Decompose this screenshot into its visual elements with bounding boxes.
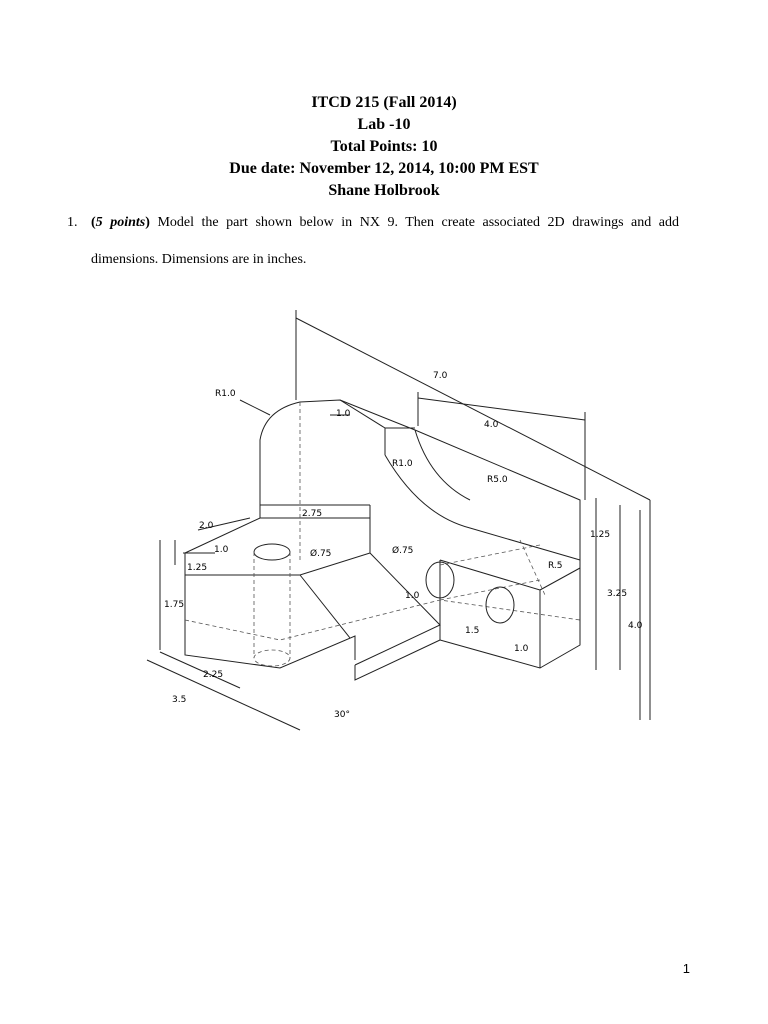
dim-2-25: 2.25 [203,670,224,680]
dim-3-5: 3.5 [172,695,187,705]
lab-title: Lab -10 [357,116,411,133]
dim-r1-top: R1.0 [215,389,236,399]
dim-dia-right: Ø.75 [392,546,414,556]
dim-r5: R5.0 [487,475,508,485]
dim-4-right: 4.0 [628,621,643,631]
dim-r-5: R.5 [548,561,563,571]
dim-r1-mid: R1.0 [392,459,413,469]
author-name: Shane Holbrook [328,182,440,199]
dim-1-top: 1.0 [336,409,351,419]
course-title: ITCD 215 (Fall 2014) [311,94,457,111]
dim-1-bottom: 1.0 [514,644,529,654]
dim-1-25-right: 1.25 [590,530,611,540]
dim-7: 7.0 [433,371,448,381]
total-points: Total Points: 10 [330,138,438,155]
dim-4: 4.0 [484,420,499,430]
dim-1-right: 1.0 [405,591,420,601]
question-text-line1: (5 points) Model the part shown below in NX 9. Then create associated 2D drawings and add [91,215,680,230]
dim-dia-left: Ø.75 [310,549,332,559]
dim-1-75: 1.75 [164,600,185,610]
dim-3-25: 3.25 [607,589,628,599]
dim-1-left: 1.0 [214,545,229,555]
dim-angle: 30° [334,710,350,720]
dim-2-75: 2.75 [302,509,323,519]
points-label: (5 points) [91,215,150,230]
due-date: Due date: November 12, 2014, 10:00 PM EST [229,160,539,177]
dim-1-25-left: 1.25 [187,563,208,573]
question-number: 1. [67,215,78,230]
question-text-line2: dimensions. Dimensions are in inches. [91,252,307,267]
dim-1-5: 1.5 [465,626,480,636]
page-number: 1 [682,961,690,976]
dim-2: 2.0 [199,521,214,531]
